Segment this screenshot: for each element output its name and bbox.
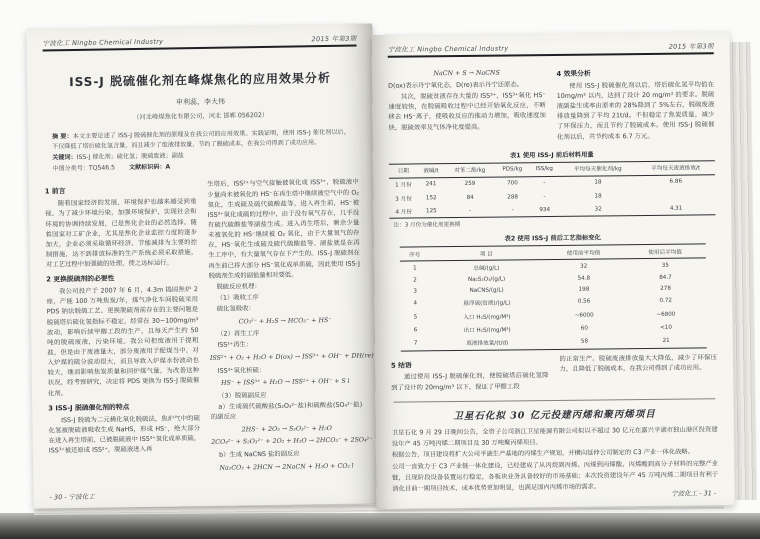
table-2-title: 表2 使用 ISS-J 前后工艺指标变化	[504, 234, 601, 243]
chem-formula-side1: 2HS⁻ + 2O₂ → S₂O₃²⁻ + H₂O	[241, 424, 332, 434]
abstract-label: 摘 要：	[51, 133, 73, 141]
step-sublabel: 硫化氢吸收：	[216, 305, 255, 313]
right-page	[372, 31, 735, 509]
table-row: 2 Na₂S₂O₃/(g/L) 54.8 84.7	[413, 274, 672, 284]
chem-formula-absorption: CO₃²⁻ + H₂S → HCO₃⁻ + HS⁻	[238, 316, 332, 326]
table-2-body	[400, 258, 707, 351]
step-sublabel: ISS³⁺氧化析硫：	[217, 366, 266, 375]
section-heading-2: 2 更换脱硫剂的必要性	[46, 274, 115, 284]
chem-formula-nacn-s: NaCN + S → NaCNS	[433, 69, 500, 77]
section-heading-1: 1 前言	[44, 187, 66, 196]
chem-formula-side2: 2CO₃²⁻ + S₂O₃²⁻ + 2O₂ + H₂O → 2HCO₃⁻ + 2SO₄²⁻	[211, 436, 373, 447]
body-paragraph: 使用 ISS-J 脱硫催化剂以后，塔后硫化氢平均值在 10mg/m³ 以内，达到了设计 20 mg/m³ 的要求。脱硫液副盐生成率由原来的 28%降到了 5%左右，脱硫废液排放量降到了平均 21t/d。不但稳定了焦炭质量，减少了环保压力，而且节约了脱硫成本。使用 ISS-J 脱硫催化剂以后，共节约成本 6.7 万元。	[556, 81, 715, 141]
conclusion-columns	[391, 353, 717, 395]
table-2-indicators	[400, 244, 708, 352]
section-heading-5: 5 结语	[390, 361, 412, 370]
right-column	[207, 178, 374, 476]
news-body	[391, 425, 719, 498]
left-column	[388, 65, 546, 145]
body-paragraph: 通过使用 ISS-J 脱硫催化剂，使脱硫塔后硫化氢降到了设计的 20mg/m³ 以下，保证了甲醇工段	[391, 372, 549, 392]
mechanism-label: 脱硫反应机理：	[216, 282, 261, 291]
section-heading-4: 4 效果分析	[556, 69, 591, 78]
step-sublabel: a）生成硫代硫酸盐(S₂O₃²⁻盐)和硫酸盐(SO₄²⁻盐)的副反应	[210, 401, 363, 422]
journal-name: 宁波化工 Ningbo Chemical Industry	[387, 44, 509, 54]
journal-name: 宁波化工 Ningbo Chemical Industry	[42, 37, 164, 48]
running-header	[388, 41, 714, 57]
clc-number: 中图分类号：TQ546.5	[52, 163, 116, 172]
left-column	[45, 181, 201, 479]
body-paragraph: D(ox)表示丹宁氧化态，D(re)表示丹宁还原态。	[388, 81, 524, 90]
issue-label: 2015 年第3期	[668, 42, 714, 51]
body-columns	[388, 63, 715, 145]
table-row: 3 月份 152 84 288 - 18	[395, 192, 602, 203]
body-paragraph: 我公司投产于 2007 年 6 月，4.3m 捣固焦炉 2 座，产能 100 万吨焦炭/年，煤气净化车间脱硫采用 PDS 钠法脱硫工艺。更换脱硫剂前存在的主要问题是脱硫塔后硫化氢指标不稳定，经常在 30~100mg/m³ 波动，影响后续甲醇工段的生产，且每天产生约 50 吨的脱硫废液，污染环境。我公司把废液用于提粗盐，但是由于废液量大，部分废液用于配煤当中，对入炉煤的硫分波动很大，而且导致入炉煤水份波动也较大，继而影响焦炭质量和回炉煤气量。为改善这种状况，经考察研究，决定将 PDS 更换为 ISS-J 脱硫催化剂。	[46, 286, 200, 398]
chem-formula-nacns: Na₂CO₃ + 2HCN → 2NaCN + H₂O + CO₂↑	[219, 462, 356, 472]
abstract-block	[52, 128, 351, 174]
chem-formula-oxidation: HS⁻ + ISS³⁺ + H₂O → ISS²⁺ + OH⁻ + S↓	[221, 378, 352, 388]
step-label: （2）再生工序	[217, 330, 260, 339]
body-paragraph: 其次，脱硫贫液存在大量的 ISS³⁺，ISS³⁺氧化 HS⁻速度较快，在脱硫吸收过程中已经开始氧化反应，不断移去 HS⁻离子，使吸收反应的推动力增加，吸收速度加快，脱硫效率及气体净化度提高。	[388, 92, 546, 132]
authors: 申利蕊，李大伟	[175, 97, 225, 107]
table-1-body	[389, 175, 715, 219]
news-separator-rule	[393, 398, 715, 402]
table-row: 4 悬浮硫(贫液)/(g/L) 0.56 0.72	[413, 298, 672, 308]
page-number-footer: - 30 - 宁波化工	[49, 492, 95, 502]
step-label: （3）脱硫副反应	[218, 391, 267, 400]
table-1-title: 表1 使用 ISS-J 前后材料用量	[509, 151, 594, 160]
issue-label: 2015 年第3期	[311, 34, 357, 44]
table-2-header-row: 序号 项 目 使用前平均值 使用后平均值	[400, 244, 707, 261]
left-page	[26, 23, 379, 508]
affiliation: （河北峰煤焦化有限公司，河北 邯郸 056202）	[133, 111, 269, 122]
table-row: 1 月份 241 259 700 - 18 6.86	[395, 178, 683, 189]
scanner-shadow-band	[0, 513, 760, 539]
table-row: 3 NaCNS/(g/L) 198 278	[413, 286, 671, 295]
right-column	[559, 353, 717, 393]
step-label: （1）吸收工序	[216, 294, 259, 302]
news-paragraph: 卫星石化 9 月 29 日晚间公告，全资子公司浙江卫星能源有限公司拟以不超过 30 亿元在嘉兴平湖市独山港区投资建设年产 45 万吨丙烯二期项目及 30 万吨聚丙烯项目。	[391, 426, 718, 448]
table-row: 1 总碱/(g/L) 32 35	[413, 262, 669, 272]
table-1-materials	[389, 160, 716, 219]
news-paragraph: 公司一直致力于 C3 产业链一体化建设，已经建成了从丙烷到丙烯、丙烯到丙烯酸、丙烯酸到高分子材料的完整产业链，且现阶段设备装置运行稳定，各板块业务具备较好的市场基础；本次投资建设年产 45 万吨丙烯二期项目有利于消化目前一期项目技术，成本优势更加明显，也满足国内丙烯市场的需求。	[392, 460, 719, 493]
table-row: 7 废液排放量/(t/d) 58 21	[400, 334, 707, 351]
article-title: ISS-J 脱硫催化剂在峰煤焦化的应用效果分析	[69, 70, 332, 90]
step-sublabel: b）生成 NaCNS 盐的副反应	[219, 450, 300, 459]
section-heading-3: 3 ISS-J 脱硫催化剂的特点	[48, 402, 130, 413]
body-paragraph: 随着国家经济的发展，环境保护也越来越受到重视。为了减少环境污染，加强环境保护，实现社会和环境的协调持续发展，已是焦化企业的必然选择。随着国家对工矿企业，尤其是焦化企业监控力度的逐步加大，企业必须采取循环经济、节能减排为主要的控制措施，达不到排放标准的生产系统必须采取措施，对工艺过程中加强硫的处理，使之达标运行。	[45, 198, 198, 269]
news-title: 卫星石化拟 30 亿元投建丙烯和聚丙烯项目	[453, 408, 656, 422]
body-paragraph: ISS-J 脱硫为二元稀化氧化脱硫法，焦炉气中的硫化氢被脱硫液吸收生成 NaHS，形成 HS⁻，绝大部分在进入再生塔前，已被脱硫液中 ISS³⁺氧化成单质硫，ISS³⁺被还原成 ISS²⁺，脱硫液进入再	[48, 414, 201, 455]
abstract: 摘 要：本文主要论述了 ISS-J 脱硫催化剂的原理及在我公司的应用效果。实践证明，使用 ISS-J 催化剂以后，不仅降低了塔后硫化氢含量，而且减少了废液排放量，节约了脱硫成本，在我公司得到了成功应用。	[51, 128, 350, 151]
running-header	[42, 34, 356, 52]
body-columns	[44, 178, 374, 479]
page-number-footer: 宁波化工 - 31 -	[671, 489, 717, 498]
table-row: 4 月份 125 - - 934 32 4.31	[389, 201, 715, 218]
table-1-header-row: 日期 液碱/t 对苯二酚/kg PDS/kg ISS/kg 平均每天催化剂/kg 平均每天废液排放/t	[389, 161, 715, 178]
body-paragraph: 的正常生产。脱硫废液排放量大大降低，减少了环保压力，且降低了脱硫成本，在我公司得到了成功应用。	[559, 353, 717, 373]
table-1-note: 注：3 月份为催化剂更换期	[393, 222, 461, 229]
right-column	[556, 63, 714, 143]
chem-formula-regeneration: ISS²⁺ + O₂ + H₂O + D(ox) → ISS³⁺ + OH⁻ + DH(re)	[209, 352, 374, 363]
body-paragraph: 生塔后，ISS²⁺与空气接触被氧化成 ISS³⁺，脱硫液中少量尚未被氧化的 HS⁻在再生塔中继续被空气中的 O₂ 氧化，生成硫及硫代硫酸盐等。进入再生前，HS⁻被 ISS³⁺氧化成硫的过程中，由于没有氧气存在，几乎没有硫代硫酸盐等副盐生成。进入再生塔后，剩余少量未被氧化的 HS⁻继续被 O₂ 氧化，由于大量氧气的存在，HS⁻氧化生成硫及硫代硫酸盐等。副盐就是在再生工序中，有大量氧气存在下产生的。ISS-J 脱硫剂在再生前已将大部分 HS⁻氧化成单质硫，因此使用 ISS-J 脱硫剂生成的副盐量相对要低。	[207, 178, 361, 280]
keywords-label: 关键词：	[52, 153, 77, 162]
keywords: 关键词：ISS-J 催化剂；硫化氢；脱硫废液；副盐	[52, 152, 184, 162]
news-paragraph: 根据公告，项目建设将扩大公司平湖生产基地的丙烯生产规划，并横向延伸公司制定的 C3 产业一体化战略。	[391, 448, 695, 460]
document-code: 文献标识码：A	[128, 163, 171, 171]
left-column	[391, 355, 549, 395]
step-sublabel: ISS²⁺再生：	[217, 341, 253, 350]
table-row: 6 出口 H₂S/(mg/M³) 60 <10	[413, 324, 672, 334]
table-row: 5 入口 H₂S/(mg/M³) ~6000 ~6800	[413, 311, 676, 321]
